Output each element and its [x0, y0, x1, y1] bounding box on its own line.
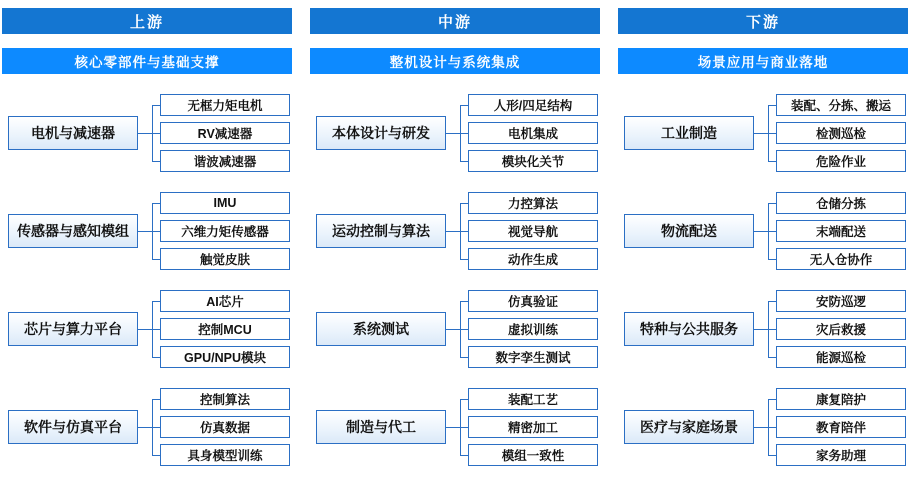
column-title: 上游 [2, 8, 292, 34]
group-row [2, 384, 292, 476]
group-row [618, 286, 908, 378]
item-box[interactable]: GPU/NPU模块 [160, 346, 290, 368]
item-box[interactable]: IMU [160, 192, 290, 214]
connector-stub [152, 399, 160, 400]
connector-line [446, 133, 460, 134]
category-box[interactable]: 系统测试 [316, 312, 446, 346]
item-box[interactable]: 康复陪护 [776, 388, 906, 410]
column-title: 中游 [310, 8, 600, 34]
connector-stub [768, 133, 776, 134]
connector-stub [460, 133, 468, 134]
item-box[interactable]: 危险作业 [776, 150, 906, 172]
category-box[interactable]: 制造与代工 [316, 410, 446, 444]
connector-stub [768, 399, 776, 400]
connector-line [754, 231, 768, 232]
item-box[interactable]: 末端配送 [776, 220, 906, 242]
column-subtitle: 场景应用与商业落地 [618, 48, 908, 74]
connector-stub [152, 133, 160, 134]
item-box[interactable]: 无人仓协作 [776, 248, 906, 270]
items-container [152, 286, 290, 378]
connector-line [446, 231, 460, 232]
group-row [618, 90, 908, 182]
item-box[interactable]: 仿真验证 [468, 290, 598, 312]
connector-stub [152, 427, 160, 428]
item-box[interactable]: 数字孪生测试 [468, 346, 598, 368]
connector-stub [460, 455, 468, 456]
connector-stub [768, 161, 776, 162]
group-row [310, 90, 600, 182]
category-box[interactable]: 工业制造 [624, 116, 754, 150]
connector-line [754, 133, 768, 134]
item-box[interactable]: 触觉皮肤 [160, 248, 290, 270]
items-container [152, 384, 290, 476]
item-box[interactable]: 六维力矩传感器 [160, 220, 290, 242]
category-box[interactable]: 物流配送 [624, 214, 754, 248]
item-box[interactable]: 装配工艺 [468, 388, 598, 410]
item-box[interactable]: RV减速器 [160, 122, 290, 144]
item-box[interactable]: 检测巡检 [776, 122, 906, 144]
connector-stub [152, 329, 160, 330]
item-box[interactable]: 仓储分拣 [776, 192, 906, 214]
connector-stub [768, 203, 776, 204]
group-row [310, 188, 600, 280]
item-box[interactable]: AI芯片 [160, 290, 290, 312]
category-box[interactable]: 电机与减速器 [8, 116, 138, 150]
item-box[interactable]: 仿真数据 [160, 416, 290, 438]
category-box[interactable]: 软件与仿真平台 [8, 410, 138, 444]
items-container [460, 90, 598, 182]
connector-stub [460, 105, 468, 106]
connector-stub [768, 259, 776, 260]
item-box[interactable]: 安防巡逻 [776, 290, 906, 312]
connector-stub [152, 105, 160, 106]
item-box[interactable]: 虚拟训练 [468, 318, 598, 340]
connector-stub [768, 427, 776, 428]
item-box[interactable]: 人形/四足结构 [468, 94, 598, 116]
items-container [460, 188, 598, 280]
items-container [460, 384, 598, 476]
item-box[interactable]: 控制MCU [160, 318, 290, 340]
connector-line [138, 329, 152, 330]
column-downstream [618, 0, 908, 488]
connector-stub [152, 161, 160, 162]
connector-stub [460, 329, 468, 330]
item-box[interactable]: 教育陪伴 [776, 416, 906, 438]
connector-stub [460, 203, 468, 204]
group-row [2, 188, 292, 280]
category-box[interactable]: 医疗与家庭场景 [624, 410, 754, 444]
group-row [618, 384, 908, 476]
item-box[interactable]: 精密加工 [468, 416, 598, 438]
items-container [768, 286, 906, 378]
item-box[interactable]: 动作生成 [468, 248, 598, 270]
item-box[interactable]: 力控算法 [468, 192, 598, 214]
item-box[interactable]: 能源巡检 [776, 346, 906, 368]
connector-line [138, 231, 152, 232]
connector-stub [152, 259, 160, 260]
group-row [310, 286, 600, 378]
item-box[interactable]: 视觉导航 [468, 220, 598, 242]
items-container [152, 188, 290, 280]
items-container [768, 188, 906, 280]
column-title: 下游 [618, 8, 908, 34]
group-row [2, 286, 292, 378]
connector-stub [768, 105, 776, 106]
connector-stub [768, 301, 776, 302]
connector-stub [460, 427, 468, 428]
item-box[interactable]: 谐波减速器 [160, 150, 290, 172]
connector-stub [460, 231, 468, 232]
connector-line [446, 427, 460, 428]
connector-stub [152, 455, 160, 456]
items-container [152, 90, 290, 182]
connector-stub [768, 357, 776, 358]
items-container [768, 384, 906, 476]
category-box[interactable]: 运动控制与算法 [316, 214, 446, 248]
group-row [2, 90, 292, 182]
item-box[interactable]: 装配、分拣、搬运 [776, 94, 906, 116]
connector-stub [460, 301, 468, 302]
category-box[interactable]: 本体设计与研发 [316, 116, 446, 150]
connector-stub [460, 357, 468, 358]
item-box[interactable]: 电机集成 [468, 122, 598, 144]
connector-stub [768, 455, 776, 456]
connector-stub [768, 231, 776, 232]
items-container [768, 90, 906, 182]
item-box[interactable]: 具身模型训练 [160, 444, 290, 466]
connector-stub [152, 203, 160, 204]
connector-stub [768, 329, 776, 330]
category-box[interactable]: 芯片与算力平台 [8, 312, 138, 346]
connector-stub [460, 161, 468, 162]
item-box[interactable]: 家务助理 [776, 444, 906, 466]
item-box[interactable]: 模组一致性 [468, 444, 598, 466]
connector-line [754, 427, 768, 428]
item-box[interactable]: 模块化关节 [468, 150, 598, 172]
connector-stub [152, 357, 160, 358]
category-box[interactable]: 传感器与感知模组 [8, 214, 138, 248]
group-row [310, 384, 600, 476]
items-container [460, 286, 598, 378]
connector-line [138, 427, 152, 428]
connector-stub [460, 399, 468, 400]
connector-stub [152, 231, 160, 232]
connector-line [138, 133, 152, 134]
item-box[interactable]: 灾后救援 [776, 318, 906, 340]
connector-stub [152, 301, 160, 302]
item-box[interactable]: 无框力矩电机 [160, 94, 290, 116]
group-row [618, 188, 908, 280]
connector-stub [460, 259, 468, 260]
connector-line [754, 329, 768, 330]
column-midstream [310, 0, 600, 488]
column-upstream [2, 0, 292, 488]
column-subtitle: 核心零部件与基础支撑 [2, 48, 292, 74]
column-subtitle: 整机设计与系统集成 [310, 48, 600, 74]
connector-line [446, 329, 460, 330]
item-box[interactable]: 控制算法 [160, 388, 290, 410]
category-box[interactable]: 特种与公共服务 [624, 312, 754, 346]
